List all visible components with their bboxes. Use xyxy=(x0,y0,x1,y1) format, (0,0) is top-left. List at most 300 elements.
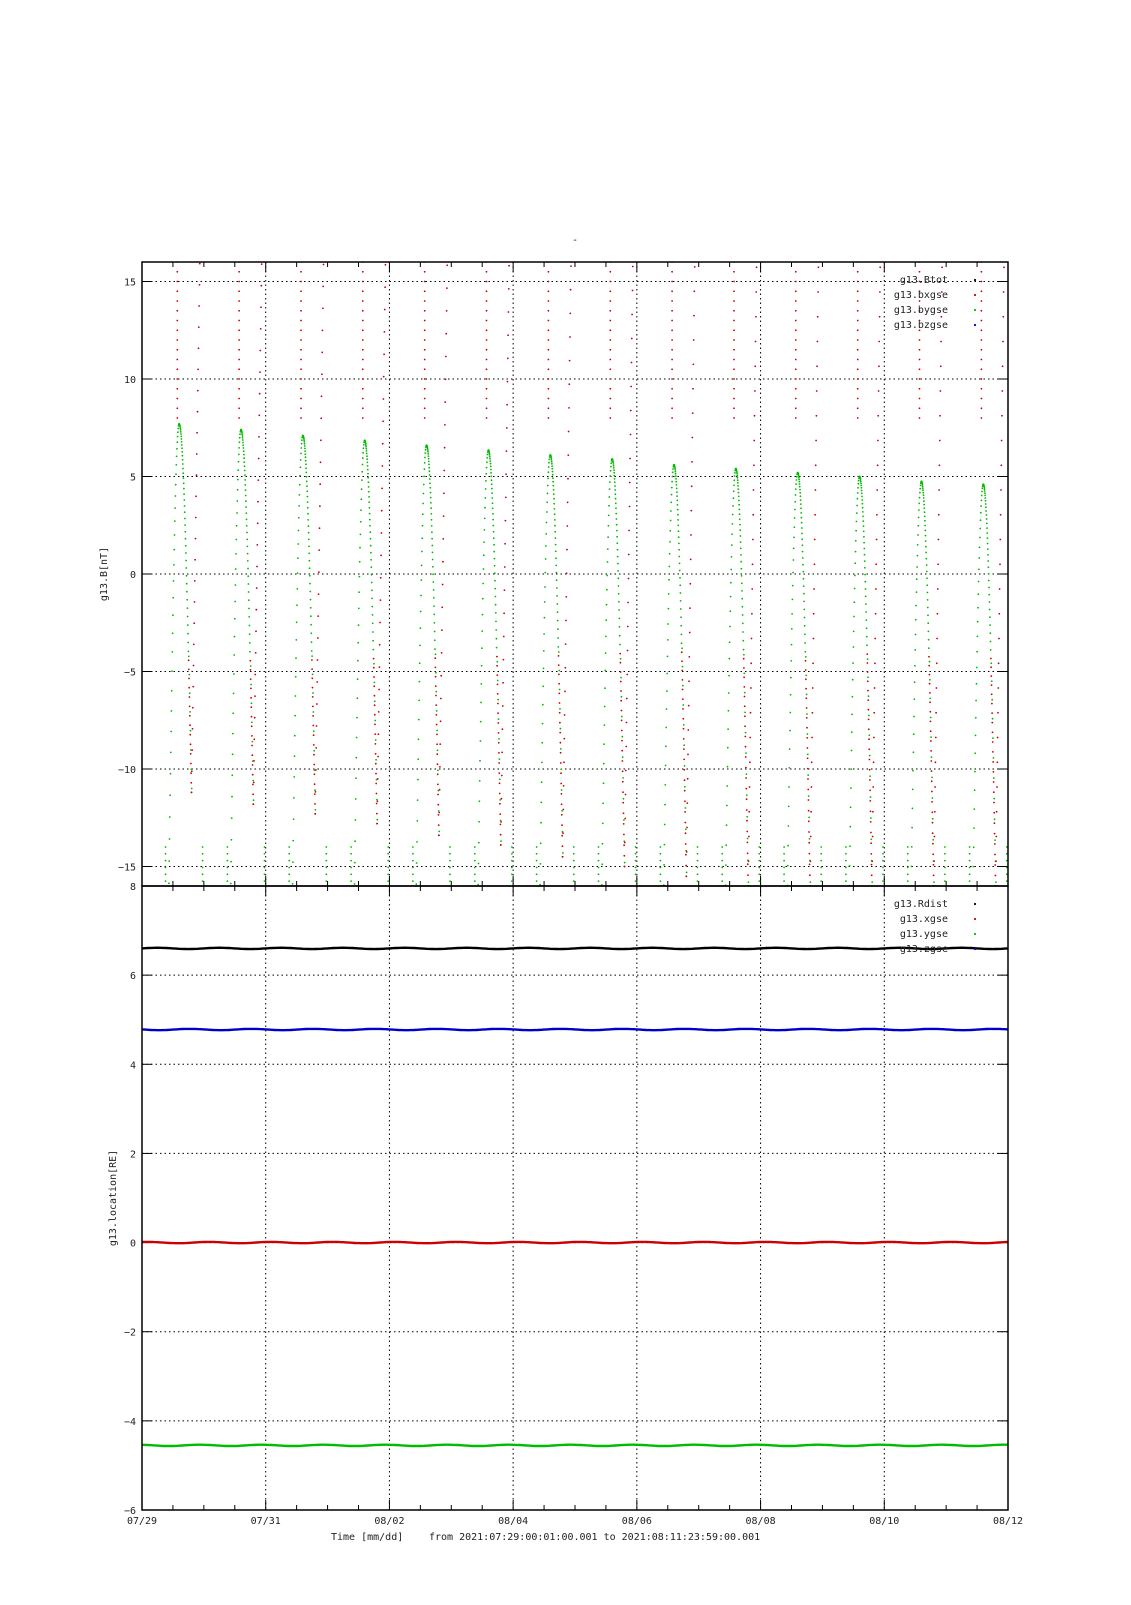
data-point xyxy=(188,674,190,676)
data-point xyxy=(1061,588,1063,590)
data-point xyxy=(980,512,982,514)
data-point xyxy=(238,407,240,409)
data-point xyxy=(1052,658,1054,660)
data-point xyxy=(432,552,434,554)
data-point xyxy=(751,638,753,640)
data-point xyxy=(942,242,944,244)
data-point xyxy=(315,809,317,811)
data-point xyxy=(733,349,735,351)
data-point xyxy=(977,636,979,638)
data-point xyxy=(1053,693,1055,695)
data-point xyxy=(130,728,132,730)
data-point xyxy=(801,533,803,535)
data-point xyxy=(941,266,943,268)
data-point xyxy=(857,300,859,302)
data-point xyxy=(569,313,571,315)
data-point xyxy=(555,565,557,567)
data-point xyxy=(110,614,112,616)
data-point xyxy=(608,505,610,507)
data-point xyxy=(729,641,731,643)
data-point xyxy=(127,696,129,698)
data-point xyxy=(1045,485,1047,487)
data-point xyxy=(997,737,999,739)
data-point xyxy=(853,601,855,603)
data-point xyxy=(422,503,424,505)
data-point xyxy=(350,873,352,875)
data-point xyxy=(423,493,425,495)
data-point xyxy=(189,692,191,694)
data-point xyxy=(313,734,315,736)
data-point xyxy=(379,644,381,646)
data-point xyxy=(936,662,938,664)
data-point xyxy=(548,300,550,302)
data-point xyxy=(504,543,506,545)
data-point xyxy=(254,695,256,697)
y-tick-label: 10 xyxy=(123,375,136,386)
data-point xyxy=(570,265,572,267)
data-point xyxy=(1051,616,1053,618)
data-point xyxy=(795,398,797,400)
data-point xyxy=(306,476,308,478)
data-point xyxy=(242,444,244,446)
data-point xyxy=(260,306,262,308)
data-point xyxy=(300,281,302,283)
data-point xyxy=(979,528,981,530)
data-point xyxy=(242,439,244,441)
data-point xyxy=(791,644,793,646)
data-point xyxy=(308,532,310,534)
data-point xyxy=(870,838,872,840)
data-point xyxy=(113,484,115,486)
data-point xyxy=(603,743,605,745)
data-point xyxy=(110,651,112,653)
data-point xyxy=(125,624,127,626)
data-point xyxy=(252,774,254,776)
data-point xyxy=(808,799,810,801)
data-point xyxy=(932,839,934,841)
data-point xyxy=(543,668,545,670)
data-point xyxy=(489,454,491,456)
data-point xyxy=(989,632,991,634)
data-point xyxy=(1050,587,1052,589)
data-point xyxy=(369,531,371,533)
data-point xyxy=(748,836,750,838)
data-point xyxy=(991,722,993,724)
data-point xyxy=(878,390,880,392)
data-point xyxy=(792,599,794,601)
data-point xyxy=(746,798,748,800)
legend-marker xyxy=(974,933,976,935)
data-point xyxy=(803,585,805,587)
data-point xyxy=(438,814,440,816)
data-point xyxy=(737,482,739,484)
data-point xyxy=(726,824,728,826)
data-point xyxy=(616,524,618,526)
data-point xyxy=(188,678,190,680)
data-point xyxy=(431,525,433,527)
data-point xyxy=(677,525,679,527)
data-point xyxy=(875,563,877,565)
data-point xyxy=(300,310,302,312)
data-point xyxy=(366,458,368,460)
data-point xyxy=(542,704,544,706)
data-point xyxy=(124,567,126,569)
data-point xyxy=(1050,594,1052,596)
data-point xyxy=(370,559,372,561)
data-point xyxy=(1000,489,1002,491)
data-point xyxy=(1034,866,1036,868)
data-point xyxy=(1042,320,1044,322)
data-point xyxy=(177,436,179,438)
data-point xyxy=(430,513,432,515)
data-point xyxy=(1058,761,1060,763)
data-point xyxy=(127,687,129,689)
data-point xyxy=(480,702,482,704)
data-point xyxy=(930,740,932,742)
data-point xyxy=(916,566,918,568)
data-point xyxy=(882,887,884,889)
data-point xyxy=(632,290,634,292)
data-point xyxy=(438,812,440,814)
data-point xyxy=(751,613,753,615)
data-point xyxy=(121,493,123,495)
data-point xyxy=(321,373,323,375)
data-point xyxy=(367,465,369,467)
data-point xyxy=(795,290,797,292)
data-point xyxy=(245,495,247,497)
data-point xyxy=(795,368,797,370)
data-point xyxy=(999,588,1001,590)
data-point xyxy=(259,350,261,352)
data-point xyxy=(816,415,818,417)
data-point xyxy=(557,620,559,622)
x-tick-label: 08/08 xyxy=(745,1516,776,1527)
data-point xyxy=(855,540,857,542)
data-point xyxy=(811,737,813,739)
data-point xyxy=(491,479,493,481)
data-point xyxy=(188,651,190,653)
data-point xyxy=(1051,624,1053,626)
data-point xyxy=(563,785,565,787)
data-point xyxy=(325,846,327,848)
data-point xyxy=(991,712,993,714)
data-point xyxy=(199,284,201,286)
data-point xyxy=(919,398,921,400)
data-point xyxy=(738,496,740,498)
data-point xyxy=(168,860,170,862)
data-point xyxy=(361,479,363,481)
data-point xyxy=(671,407,673,409)
data-point xyxy=(544,601,546,603)
data-point xyxy=(559,708,561,710)
data-point xyxy=(362,457,364,459)
data-point xyxy=(914,681,916,683)
data-point xyxy=(754,415,756,417)
data-point xyxy=(449,846,451,848)
data-point xyxy=(606,604,608,606)
data-point xyxy=(1056,833,1058,835)
data-point xyxy=(811,761,813,763)
data-point xyxy=(362,300,364,302)
data-point xyxy=(133,495,135,497)
data-point xyxy=(548,417,550,419)
data-point xyxy=(556,603,558,605)
data-point xyxy=(1054,741,1056,743)
data-point xyxy=(938,514,940,516)
data-point xyxy=(540,822,542,824)
data-point xyxy=(313,750,315,752)
data-point xyxy=(134,453,136,455)
data-point xyxy=(1053,712,1055,714)
data-point xyxy=(747,874,749,876)
data-point xyxy=(424,417,426,419)
data-point xyxy=(815,464,817,466)
data-point xyxy=(619,644,621,646)
data-point xyxy=(177,428,179,430)
data-point xyxy=(137,284,139,286)
data-point xyxy=(495,629,497,631)
data-point xyxy=(926,564,928,566)
data-point xyxy=(789,730,791,732)
data-point xyxy=(435,676,437,678)
data-point xyxy=(1042,407,1044,409)
data-point xyxy=(485,480,487,482)
data-point xyxy=(306,481,308,483)
data-point xyxy=(355,777,357,779)
data-point xyxy=(251,745,253,747)
data-point xyxy=(367,469,369,471)
data-point xyxy=(296,604,298,606)
data-point xyxy=(300,329,302,331)
y-tick-label: 0 xyxy=(129,1238,136,1250)
data-point xyxy=(509,242,511,244)
data-point xyxy=(173,564,175,566)
data-point xyxy=(863,531,865,533)
data-point xyxy=(1051,632,1053,634)
data-point xyxy=(256,587,258,589)
data-point xyxy=(431,519,433,521)
data-point xyxy=(420,627,422,629)
data-point xyxy=(176,456,178,458)
data-point xyxy=(239,441,241,443)
data-point xyxy=(799,486,801,488)
data-point xyxy=(669,553,671,555)
data-point xyxy=(377,800,379,802)
data-point xyxy=(848,905,850,907)
data-point xyxy=(930,750,932,752)
data-point xyxy=(923,504,925,506)
data-point xyxy=(435,704,437,706)
data-point xyxy=(721,873,723,875)
data-point xyxy=(872,786,874,788)
data-point xyxy=(412,873,414,875)
data-point xyxy=(985,503,987,505)
data-point xyxy=(236,512,238,514)
data-point xyxy=(249,633,251,635)
data-point xyxy=(378,733,380,735)
data-point xyxy=(186,599,188,601)
data-point xyxy=(740,548,742,550)
data-point xyxy=(288,860,290,862)
data-point xyxy=(1052,662,1054,664)
data-point xyxy=(568,431,570,433)
data-point xyxy=(128,749,130,751)
data-point xyxy=(442,561,444,563)
data-point xyxy=(857,388,859,390)
data-point xyxy=(1042,281,1044,283)
b-field-grid xyxy=(142,262,1008,886)
data-point xyxy=(616,536,618,538)
data-point xyxy=(264,846,266,848)
data-point xyxy=(412,853,414,855)
data-point xyxy=(238,320,240,322)
data-point xyxy=(195,495,197,497)
data-point xyxy=(607,536,609,538)
data-point xyxy=(556,587,558,589)
data-point xyxy=(248,599,250,601)
data-point xyxy=(506,427,508,429)
data-point xyxy=(919,339,921,341)
data-point xyxy=(623,834,625,836)
data-point xyxy=(922,492,924,494)
data-point xyxy=(620,677,622,679)
data-point xyxy=(129,782,131,784)
data-point xyxy=(237,469,239,471)
data-point xyxy=(670,520,672,522)
data-point xyxy=(746,831,748,833)
data-point xyxy=(295,676,297,678)
data-point xyxy=(202,887,204,889)
data-point xyxy=(911,827,913,829)
data-point xyxy=(168,905,170,907)
data-point xyxy=(929,661,931,663)
data-point xyxy=(1051,609,1053,611)
data-point xyxy=(307,501,309,503)
data-point xyxy=(981,417,983,419)
data-point xyxy=(609,378,611,380)
data-point xyxy=(376,793,378,795)
data-point xyxy=(694,266,696,268)
data-point xyxy=(973,866,975,868)
data-point xyxy=(108,731,110,733)
data-point xyxy=(747,863,749,865)
data-point xyxy=(548,281,550,283)
data-point xyxy=(730,582,732,584)
data-point xyxy=(439,743,441,745)
data-point xyxy=(479,800,481,802)
data-point xyxy=(1061,563,1063,565)
location-series xyxy=(142,948,1008,1446)
data-point xyxy=(852,679,854,681)
data-point xyxy=(882,853,884,855)
data-point xyxy=(944,873,946,875)
data-point xyxy=(308,525,310,527)
data-point xyxy=(125,633,127,635)
data-point xyxy=(752,539,754,541)
x-tick-label: 08/02 xyxy=(374,1516,405,1527)
data-point xyxy=(491,483,493,485)
data-point xyxy=(540,863,542,865)
data-point xyxy=(800,507,802,509)
data-point xyxy=(795,329,797,331)
data-point xyxy=(1047,514,1049,516)
data-point xyxy=(993,771,995,773)
data-point xyxy=(382,465,384,467)
data-point xyxy=(678,556,680,558)
data-point xyxy=(435,685,437,687)
data-point xyxy=(368,491,370,493)
data-point xyxy=(227,853,229,855)
data-point xyxy=(498,738,500,740)
data-point xyxy=(202,853,204,855)
data-point xyxy=(721,880,723,882)
data-point xyxy=(988,573,990,575)
data-point xyxy=(671,320,673,322)
data-point xyxy=(176,441,178,443)
data-point xyxy=(432,573,434,575)
data-point xyxy=(740,554,742,556)
data-point xyxy=(128,743,130,745)
data-point xyxy=(851,713,853,715)
data-point xyxy=(170,752,172,754)
data-point xyxy=(804,633,806,635)
data-point xyxy=(598,860,600,862)
data-point xyxy=(114,464,116,466)
data-point xyxy=(418,700,420,702)
data-point xyxy=(486,281,488,283)
data-point xyxy=(312,706,314,708)
data-point xyxy=(864,567,866,569)
data-point xyxy=(320,417,322,419)
data-point xyxy=(733,368,735,370)
data-point xyxy=(424,339,426,341)
data-point xyxy=(499,782,501,784)
data-point xyxy=(202,860,204,862)
data-point xyxy=(196,432,198,434)
data-point xyxy=(449,887,451,889)
data-point xyxy=(795,488,797,490)
data-point xyxy=(239,433,241,435)
data-point xyxy=(536,887,538,889)
data-point xyxy=(675,471,677,473)
data-point xyxy=(795,320,797,322)
data-point xyxy=(320,439,322,441)
data-point xyxy=(977,621,979,623)
data-point xyxy=(803,601,805,603)
data-point xyxy=(356,737,358,739)
data-point xyxy=(753,440,755,442)
data-point xyxy=(196,474,198,476)
data-point xyxy=(691,461,693,463)
data-point xyxy=(731,556,733,558)
data-point xyxy=(1031,887,1033,889)
data-point xyxy=(503,612,505,614)
data-point xyxy=(852,662,854,664)
data-point xyxy=(820,867,822,869)
data-point xyxy=(542,723,544,725)
data-point xyxy=(615,498,617,500)
data-point xyxy=(693,315,695,317)
data-point xyxy=(297,543,299,545)
data-point xyxy=(794,517,796,519)
data-point xyxy=(793,526,795,528)
data-point xyxy=(691,485,693,487)
y-tick-label: −5 xyxy=(123,667,136,679)
data-point xyxy=(796,476,798,478)
data-point xyxy=(928,647,930,649)
data-point xyxy=(665,765,667,767)
data-point xyxy=(860,485,862,487)
